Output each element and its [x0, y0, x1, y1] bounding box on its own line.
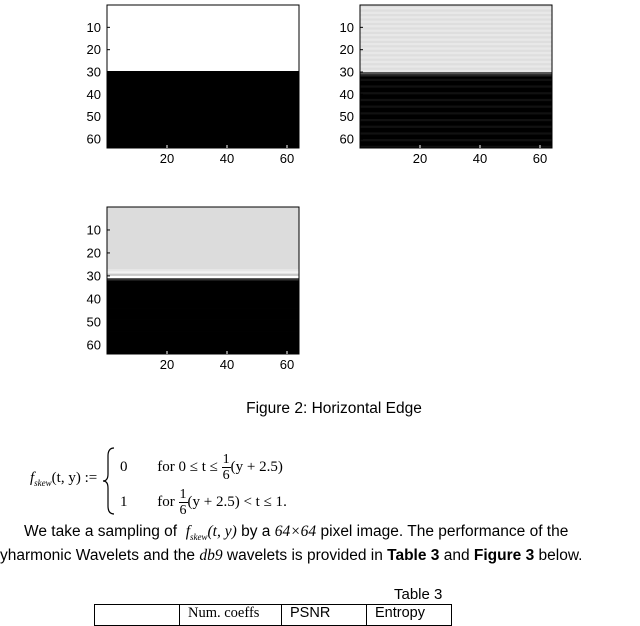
- y-tick-label: 10: [86, 222, 101, 238]
- plot3-image-row: [107, 347, 299, 350]
- x-tick-label: 60: [279, 357, 295, 372]
- plot3-image-row: [107, 260, 299, 263]
- y-tick-label: 50: [86, 109, 101, 125]
- plot3-image-row: [107, 269, 299, 272]
- header-cell-entropy: Entropy: [367, 605, 452, 626]
- x-tick-label: 20: [159, 151, 175, 166]
- piecewise-formula: [30, 440, 330, 520]
- plot3-image-row: [107, 294, 299, 297]
- case-two-fraction: $\frac{1}{6}$: [179, 487, 187, 518]
- plot3-image-row: [107, 299, 299, 302]
- table-header-row: [95, 605, 452, 626]
- figure-caption: Figure 2: Horizontal Edge: [246, 400, 422, 417]
- x-tick-label: 40: [219, 357, 235, 372]
- plot3-image-row: [107, 285, 299, 288]
- plot-binary-edge: [70, 0, 300, 190]
- plot3-image-row: [107, 303, 299, 306]
- plot3-image-row: [107, 262, 299, 265]
- x-tick-label: 40: [219, 151, 235, 166]
- y-tick-label: 10: [86, 19, 101, 35]
- plot3-image-row: [107, 326, 299, 329]
- plot3-image-row: [107, 241, 299, 244]
- plot3-image-row: [107, 276, 299, 279]
- y-tick-label: 40: [339, 86, 354, 102]
- y-tick-label: 60: [339, 131, 354, 147]
- table-label: Table 3: [394, 586, 443, 603]
- x-tick-label: 60: [532, 151, 548, 166]
- y-tick-label: 40: [86, 86, 101, 102]
- y-tick-label: 20: [339, 42, 354, 58]
- x-tick-label: 20: [159, 357, 175, 372]
- plot3-image-row: [107, 331, 299, 334]
- plot3-image-row: [107, 287, 299, 290]
- plot-binary-edge-svg: [70, 0, 310, 190]
- plot3-image-row: [107, 292, 299, 295]
- plot3-image-row: [107, 258, 299, 261]
- x-tick-label: 60: [279, 151, 295, 166]
- plot3-image-row: [107, 301, 299, 304]
- plot3-image-row: [107, 214, 299, 217]
- case-two: 1 for $\frac{1}{6}$ (y + 2.5) < t ≤ 1.: [120, 487, 287, 518]
- header-cell-num-coeffs: Num. coeffs: [180, 605, 282, 626]
- plot3-image-row: [107, 216, 299, 219]
- plot3-image-row: [107, 271, 299, 274]
- plot3-image-row: [107, 310, 299, 313]
- plot3-image-row: [107, 264, 299, 267]
- header-cell-empty: [95, 605, 180, 626]
- plot3-image-row: [107, 324, 299, 327]
- plot3-image-row: [107, 313, 299, 316]
- plot-noisy-edge: [323, 0, 553, 190]
- plot3-image-row: [107, 340, 299, 343]
- plot3-image-row: [107, 349, 299, 352]
- plot-smooth-edge: [70, 202, 300, 392]
- formula-lhs: $f_{skew}(t$, y) :=: [30, 470, 98, 488]
- plot3-image-row: [107, 281, 299, 284]
- plot1-upper-region: [107, 5, 299, 33]
- left-brace: [102, 446, 116, 516]
- plot3-image-row: [107, 246, 299, 249]
- plot3-image-row: [107, 255, 299, 258]
- plot3-image-row: [107, 230, 299, 233]
- header-cell-psnr: PSNR: [282, 605, 367, 626]
- plot3-image-row: [107, 343, 299, 346]
- plot3-image-row: [107, 253, 299, 256]
- plot3-image-row: [107, 248, 299, 251]
- plot3-image-row: [107, 239, 299, 242]
- paragraph-line-1: We take a sampling of $f_{skew}(t$, y) by a 64×64 pixel image. The performance of the: [24, 523, 569, 543]
- plot3-image-row: [107, 212, 299, 215]
- plot3-image-row: [107, 283, 299, 286]
- y-tick-label: 10: [339, 19, 354, 35]
- plot-smooth-edge-svg: [70, 202, 310, 392]
- plot3-image-row: [107, 322, 299, 325]
- plot-noisy-edge-svg: [323, 0, 563, 190]
- plot3-image-row: [107, 223, 299, 226]
- x-tick-label: 20: [412, 151, 428, 166]
- plot3-image-row: [107, 308, 299, 311]
- plot3-image-row: [107, 290, 299, 293]
- x-tick-label: 40: [472, 151, 488, 166]
- y-tick-label: 30: [339, 64, 354, 80]
- plot3-image-row: [107, 237, 299, 240]
- plot1-lower-region: [107, 71, 299, 148]
- plot3-image-row: [107, 333, 299, 336]
- plot3-image-row: [107, 225, 299, 228]
- y-tick-label: 50: [86, 314, 101, 330]
- y-tick-label: 30: [86, 268, 101, 284]
- results-table: [94, 604, 452, 626]
- plot3-image-row: [107, 267, 299, 270]
- plot3-image-row: [107, 320, 299, 323]
- plot3-image-row: [107, 345, 299, 348]
- case-one-fraction: $\frac{1}{6}$: [222, 452, 230, 483]
- plot3-image-row: [107, 336, 299, 339]
- y-tick-label: 20: [86, 245, 101, 261]
- y-tick-label: 50: [339, 109, 354, 125]
- plot3-image-row: [107, 297, 299, 300]
- paragraph-line-2: yharmonic Wavelets and the db9 wavelets is provided in Table 3 and Figure 3 below.: [0, 547, 583, 564]
- plot3-image-row: [107, 317, 299, 320]
- case-one: 0 for 0 ≤ t ≤ $\frac{1}{6}$ (y + 2.5): [120, 452, 283, 483]
- plot3-image-row: [107, 315, 299, 318]
- plot3-image-row: [107, 232, 299, 235]
- plot3-image-row: [107, 306, 299, 309]
- plot3-image-row: [107, 338, 299, 341]
- y-tick-label: 40: [86, 291, 101, 307]
- plot3-image-row: [107, 274, 299, 277]
- plot3-image-row: [107, 244, 299, 247]
- plot3-image-row: [107, 251, 299, 254]
- y-tick-label: 30: [86, 64, 101, 80]
- plot3-image-row: [107, 228, 299, 231]
- plot3-image-row: [107, 278, 299, 281]
- plot3-image-row: [107, 218, 299, 221]
- plot3-image-row: [107, 209, 299, 212]
- plot3-image-row: [107, 235, 299, 238]
- y-tick-label: 20: [86, 42, 101, 58]
- y-tick-label: 60: [86, 337, 101, 353]
- y-tick-label: 60: [86, 131, 101, 147]
- plot3-image-row: [107, 329, 299, 332]
- plot3-image-row: [107, 221, 299, 224]
